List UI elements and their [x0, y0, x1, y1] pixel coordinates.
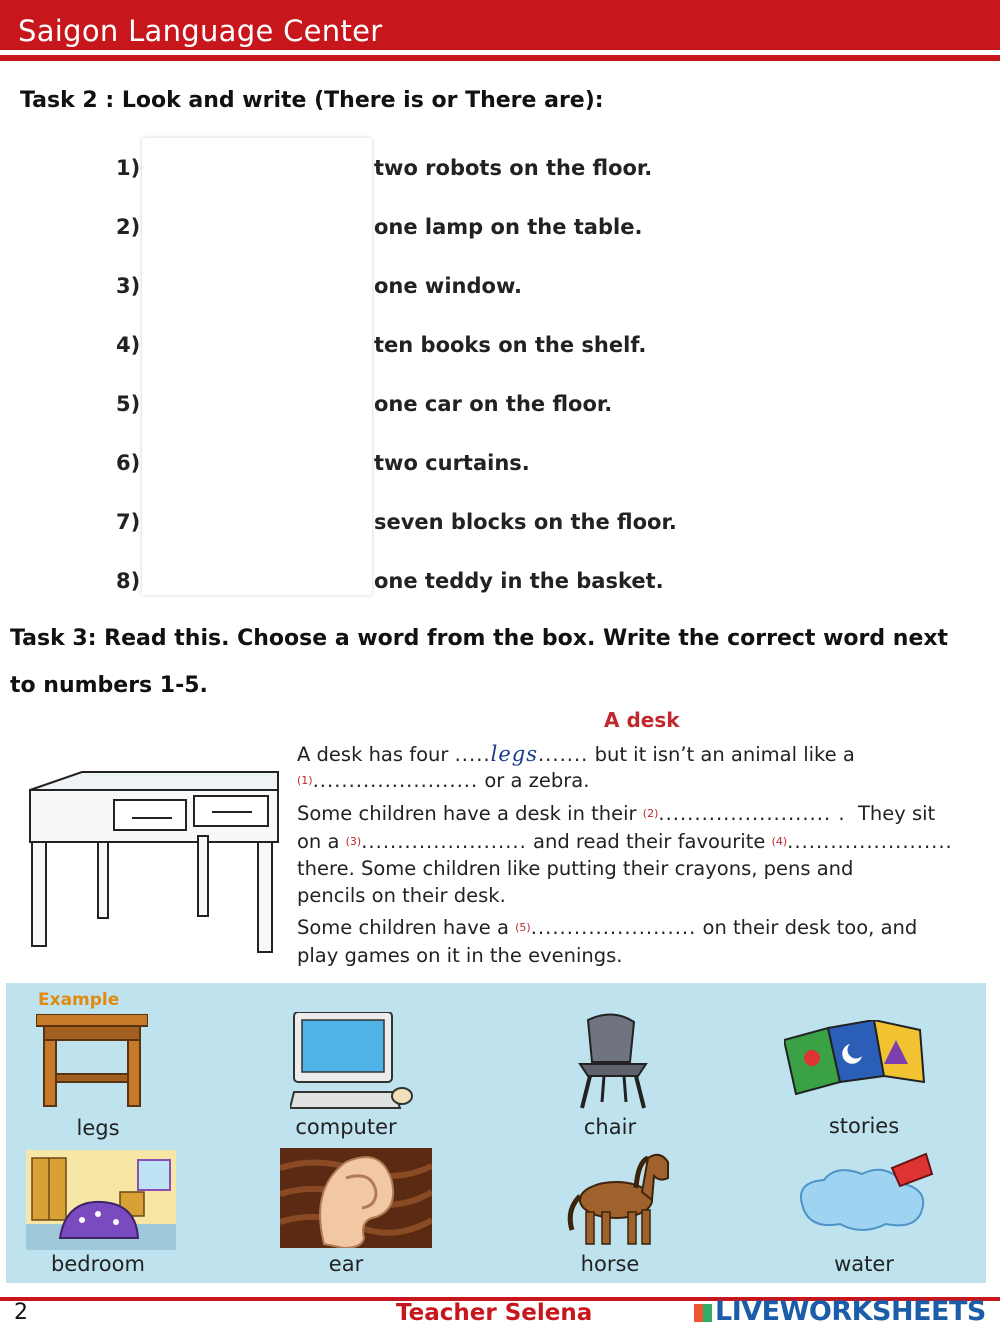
example-answer: legs — [490, 742, 538, 766]
reading-line: there. Some children like putting their crayons, pens and — [297, 857, 854, 880]
answer-input-5[interactable] — [146, 382, 370, 420]
reading-text: and read their favourite — [533, 830, 766, 853]
reading-line: pencils on their desk. — [297, 884, 506, 907]
word-bedroom: bedroom — [51, 1252, 145, 1276]
row-number: 8) — [116, 569, 141, 593]
water-picture — [796, 1150, 936, 1236]
reading-text: A desk has four — [297, 743, 449, 766]
blank-number: (2) — [642, 807, 659, 820]
blank-number: (4) — [771, 835, 788, 848]
blank-3[interactable]: ....................... — [361, 830, 527, 853]
reading-text: on a — [297, 830, 340, 853]
row-number: 1) — [116, 156, 141, 180]
task2-heading: Task 2 : Look and write (There is or There are): — [20, 88, 604, 113]
row-number: 4) — [116, 333, 141, 357]
blank-number: (3) — [345, 835, 362, 848]
page-number: 2 — [14, 1300, 28, 1325]
reading-line — [297, 801, 935, 827]
bedroom-picture — [26, 1150, 176, 1250]
reading-line: play games on it in the evenings. — [297, 944, 623, 967]
row-number: 2) — [116, 215, 141, 239]
blank-number: (1) — [297, 774, 313, 787]
row-sentence: one teddy in the basket. — [374, 569, 664, 593]
reading-line — [297, 768, 589, 794]
blank-4[interactable]: ....................... — [787, 830, 953, 853]
row-sentence: ten books on the shelf. — [374, 333, 647, 357]
blank-1[interactable]: ....................... — [312, 769, 479, 792]
header-title: Saigon Language Center — [18, 14, 383, 48]
reading-line — [297, 741, 855, 768]
task3-heading-line1: Task 3: Read this. Choose a word from the box. Write the correct word next — [10, 626, 949, 651]
answer-input-8[interactable] — [146, 559, 370, 597]
row-sentence: one car on the floor. — [374, 392, 613, 416]
storybooks-picture — [784, 1020, 930, 1100]
reading-text: but it isn’t an animal like a — [594, 743, 855, 766]
answer-input-4[interactable] — [146, 323, 370, 361]
word-computer: computer — [295, 1115, 397, 1139]
reading-text: They sit — [857, 802, 936, 825]
word-stories: stories — [828, 1114, 900, 1138]
desk-illustration — [22, 766, 284, 962]
header-bar — [0, 0, 1000, 50]
computer-picture — [290, 1012, 416, 1112]
row-sentence: one window. — [374, 274, 522, 298]
row-number: 3) — [116, 274, 141, 298]
row-sentence: seven blocks on the floor. — [374, 510, 677, 534]
header-divider — [0, 55, 1000, 61]
liveworksheets-text: LIVEWORKSHEETS — [715, 1296, 986, 1327]
blank-2[interactable]: ........................ . — [658, 802, 846, 825]
row-sentence: one lamp on the table. — [374, 215, 643, 239]
answer-input-6[interactable] — [146, 441, 370, 479]
example-blank: .....legs....... — [454, 742, 589, 766]
horse-picture — [564, 1148, 674, 1248]
teacher-name: Teacher Selena — [396, 1300, 593, 1326]
word-horse: horse — [580, 1252, 640, 1276]
reading-text: Some children have a — [297, 916, 509, 939]
answer-input-7[interactable] — [146, 500, 370, 538]
row-sentence: two curtains. — [374, 451, 530, 475]
reading-text: Some children have a desk in their — [297, 802, 637, 825]
word-water: water — [834, 1252, 894, 1276]
example-label: Example — [38, 990, 120, 1010]
answer-input-3[interactable] — [146, 264, 370, 302]
row-sentence: two robots on the floor. — [374, 156, 653, 180]
chair-picture — [568, 1012, 658, 1112]
word-chair: chair — [583, 1115, 637, 1139]
answer-input-1[interactable] — [146, 146, 370, 184]
reading-text: or a zebra. — [484, 769, 590, 792]
blank-5[interactable]: ....................... — [530, 916, 697, 939]
liveworksheets-icon — [694, 1304, 712, 1322]
liveworksheets-logo[interactable] — [694, 1296, 986, 1327]
task3-heading-line2: to numbers 1-5. — [10, 673, 208, 698]
row-number: 7) — [116, 510, 141, 534]
reading-line — [297, 915, 917, 941]
answer-input-2[interactable] — [146, 205, 370, 243]
ear-picture — [280, 1148, 432, 1248]
reading-line — [297, 829, 953, 855]
row-number: 6) — [116, 451, 141, 475]
blank-number: (5) — [515, 921, 531, 934]
reading-title: A desk — [604, 708, 680, 732]
word-ear: ear — [328, 1252, 364, 1276]
table-legs-picture — [36, 1014, 148, 1108]
word-legs: legs — [76, 1116, 120, 1140]
reading-text: on their desk too, and — [702, 916, 918, 939]
row-number: 5) — [116, 392, 141, 416]
